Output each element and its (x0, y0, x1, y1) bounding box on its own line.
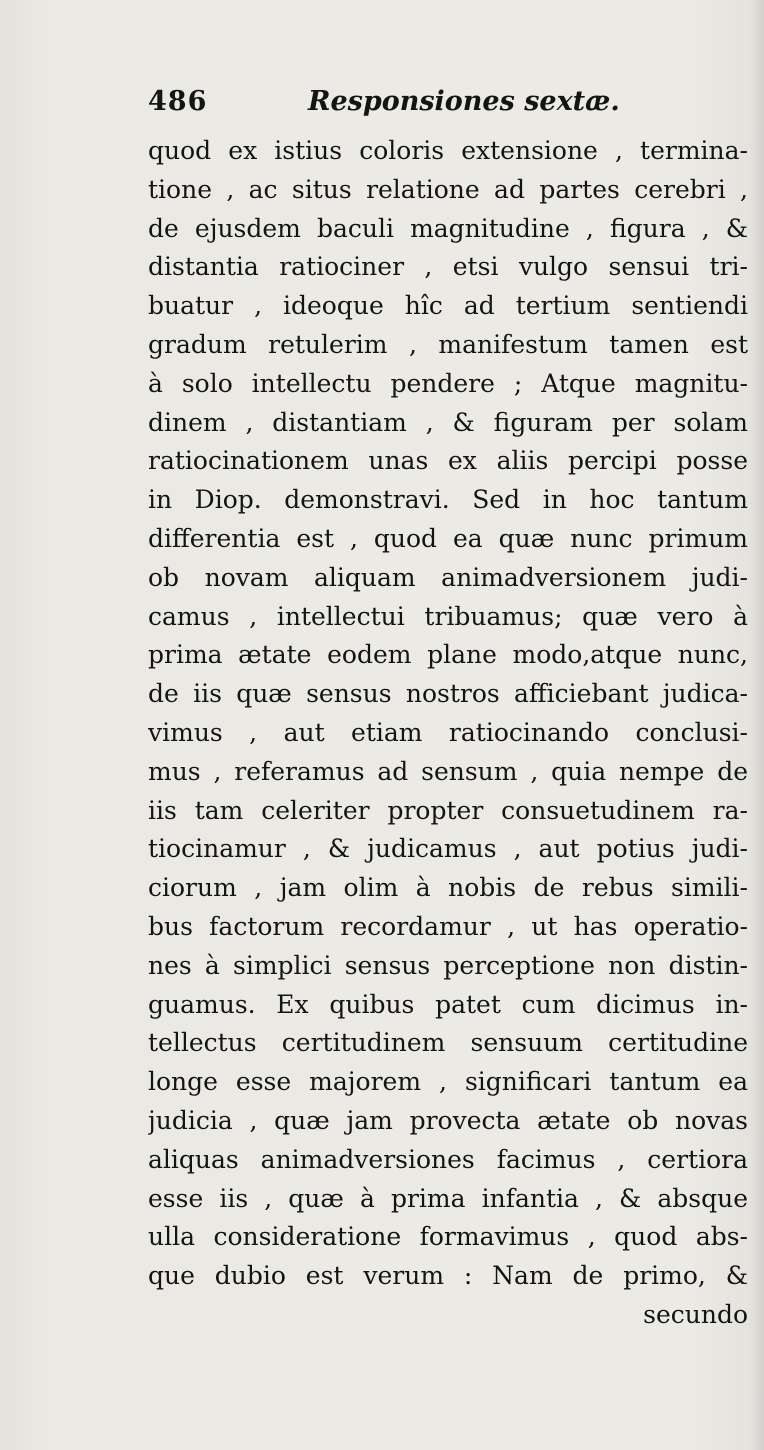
page-number: 486 (148, 86, 208, 117)
text-line: gradum retulerim , manifestum tamen est (148, 329, 748, 359)
text-line: vimus , aut etiam ratiocinando conclusi- (148, 717, 748, 747)
text-line: prima ætate eodem plane modo,atque nunc, (148, 640, 748, 670)
body-text (148, 132, 748, 1335)
text-line: differentia est , quod ea quæ nunc primum (148, 523, 748, 553)
page-edge-shadow (750, 0, 764, 1450)
text-line: que dubio est verum : Nam de primo, & (148, 1261, 748, 1291)
text-line: de ejusdem baculi magnitudine , figura , & (148, 213, 748, 243)
text-line: ulla consideratione formavimus , quod abs- (148, 1222, 748, 1252)
text-line: tiocinamur , & judicamus , aut potius judi- (148, 834, 748, 864)
text-line: aliquas animadversiones facimus , certiora (148, 1144, 748, 1174)
text-line: nes à simplici sensus perceptione non distin- (148, 950, 748, 980)
text-line: de iis quæ sensus nostros afficiebant judica- (148, 679, 748, 709)
text-line: guamus. Ex quibus patet cum dicimus in- (148, 989, 748, 1019)
text-line: distantia ratiociner , etsi vulgo sensui tri- (148, 252, 748, 282)
text-line: judicia , quæ jam provecta ætate ob novas (148, 1105, 748, 1135)
text-line: quod ex istius coloris extensione , termina- (148, 136, 748, 165)
text-line: tione , ac situs relatione ad partes cerebri , (148, 174, 748, 204)
running-title: Responsiones sextæ. (308, 86, 620, 117)
text-line: ratiocinationem unas ex aliis percipi posse (148, 446, 748, 476)
catchword: secundo (643, 1299, 748, 1329)
text-line: mus , referamus ad sensum , quia nempe de (148, 756, 748, 786)
page-header (148, 86, 708, 126)
text-line: bus factorum recordamur , ut has operatio- (148, 911, 748, 941)
text-line: tellectus certitudinem sensuum certitudine (148, 1028, 748, 1058)
text-line: camus , intellectui tribuamus; quæ vero à (148, 601, 748, 631)
text-line: ob novam aliquam animadversionem judi- (148, 562, 748, 592)
text-line: iis tam celeriter propter consuetudinem ra- (148, 795, 748, 825)
text-line: ciorum , jam olim à nobis de rebus simili- (148, 873, 748, 903)
text-line: longe esse majorem , significari tantum ea (148, 1067, 748, 1097)
text-line: buatur , ideoque hîc ad tertium sentiendi (148, 291, 748, 321)
text-line: à solo intellectu pendere ; Atque magnitu- (148, 368, 748, 398)
text-line: esse iis , quæ à prima infantia , & absque (148, 1183, 748, 1213)
text-line: dinem , distantiam , & figuram per solam (148, 407, 748, 437)
text-line: in Diop. demonstravi. Sed in hoc tantum (148, 485, 748, 515)
